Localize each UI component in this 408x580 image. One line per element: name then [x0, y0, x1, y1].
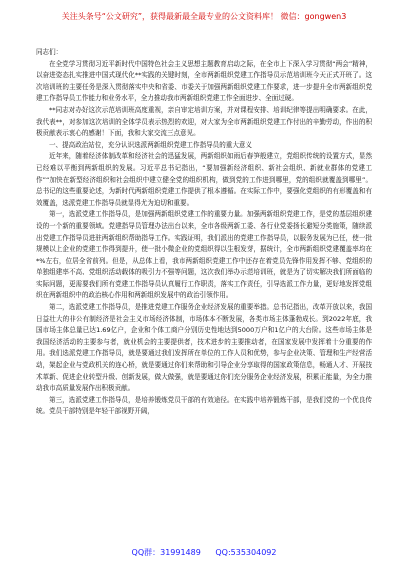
greeting: 同志们： [36, 48, 63, 56]
contact-footer [0, 548, 408, 558]
qq-text: QQ:535304092 [215, 548, 277, 557]
paragraph-intro: 在全党学习贯彻习近平新时代中国特色社会主义思想主题教育启动之际，在全市上下深入学习贯彻“两会”精神，以奋进姿态扎实推进中国式现代化**实践的关键时刻，全市两新组织党建工作指导员示范培训班今天正式开班了。这次培训班的主要任务是深入贯彻落实中央和省委、市委关于加强两新组织党建工作要求，进一步提升全市两新组织党建工作指导员工作能力和业务水平，全力推动我市两新组织党建工作全面进步、全面过硬。 [36, 59, 372, 103]
paragraph-point-2: 第二，选派党建工作指导员，是推进党建工作服务企业经济发展的重要举措。总书记指出，改革开放以来，我国日益壮大的非公有制经济是社会主义市场经济体制，市场体本不断发展，各类市场主体蓬勃成长。到2022年底，我国市场主体总量已达1.69亿户，企业和个体工商户分别历史性地达到5000万户和1亿户的大台阶。这些市场主体是我国经济活动的主要参与者，就业机会的主要提供者，技术进步的主要推动者，在国家发展中发挥着十分重要的作用。我们选派党建工作指导员，就是要通过我们发挥所在单位的工作人员和优势，参与企业决策、管理和生产经营活动，架起企业与党政机关的连心桥，就是要通过你们来帮助和引导企业分享取得的国家政策信息，畅通人才、开展技术革新、促进企业转型升级、创新发展，做大做强，就是要通过你们充分服务企业经济发展，积累正能量，为全力推动我市高质量发展作出积极贡献。 [36, 303, 372, 393]
section-heading-1: 一、提高政治站位，充分认识选派两新组织党建工作指导员的重大意义 [49, 140, 252, 149]
paragraph-background: 近年来，随着经济体制改革和经济社会的迅猛发展，两新组织如雨后春笋般建立，党组织传统的设置方式，显然已经难以平衡到两新组织的发展。习近平总书记指出，“要加强新经济组织、新社会组织、新就业群体的党建工作”“加快在新型经济组织和社会组织中建立健全党的组织机构，做到党的工作进到哪里，党的组织就覆盖到哪里”。总书记的这些重要论述，为新时代两新组织党建工作提供了根本遵循。在实际工作中，要强化党组织的有形覆盖和有效覆盖，选派党建工作指导员就显得尤为迫切和重要。 [36, 152, 372, 207]
promo-banner: 关注头条号“公文研究”，获得最新最全最专业的公文资料库！ 微信：gongwen3 [61, 12, 347, 21]
paragraph-point-1: 第一，选派党建工作指导员，是加强两新组织党建工作的重要力量。加强两新组织党建工作，是党的基层组织建设的一个新的重要领域。党建指导员管理办法出台以来，全市各级两新工委、各行业党委扬长避短分类施策，随续派出党建工作指导员进驻两新组织帮助指导工作。实践证明，我们派出的党建工作指导员，以服务发展为已任，使一批规模以上企业的党建工作得到提升，使一批小微企业的党组织得以生根发芽，据统计，全市两新组织党建覆盖率均在*%左右，位居全省前列。但是，从总体上看，我市两新组织党建工作中还存在着党员先锋作用发挥不够、党组织的单独组建率不高、党组织活动载体的吸引力不强等问题，这次我们举办示范培训班，就是为了切实解决我们所面临的实际问题，更需要我们所有党建工作指导员认真履行工作职责，落实工作责任，引导选派工作力量，更好地发挥党组织在两新组织中的政治核心作用和两新组织发展中的政治引领作用。 [36, 210, 372, 300]
document-body [36, 47, 372, 418]
paragraph-thanks: **同志对办好这次示范培训班高度重视，亲自审定培训方案，并对课程安排、培训纪律等提出明确要求。在此，我代表**，对参加这次培训的全体学员表示热烈的欢迎，对大家为全市两新组织党建工作付出的辛勤劳动，作出的积极贡献表示衷心的感谢！下面，我和大家交流三点意见。 [36, 105, 372, 138]
qq-group-text: QQ群：31991489 [131, 548, 201, 557]
paragraph-point-3: 第三，选派党建工作指导员，是培养锻炼党员干部的有效途径。在实践中培养锻炼干部，是我们党的一个优良传统。党员干部特别是年轻干部视野开阔， [36, 395, 372, 416]
